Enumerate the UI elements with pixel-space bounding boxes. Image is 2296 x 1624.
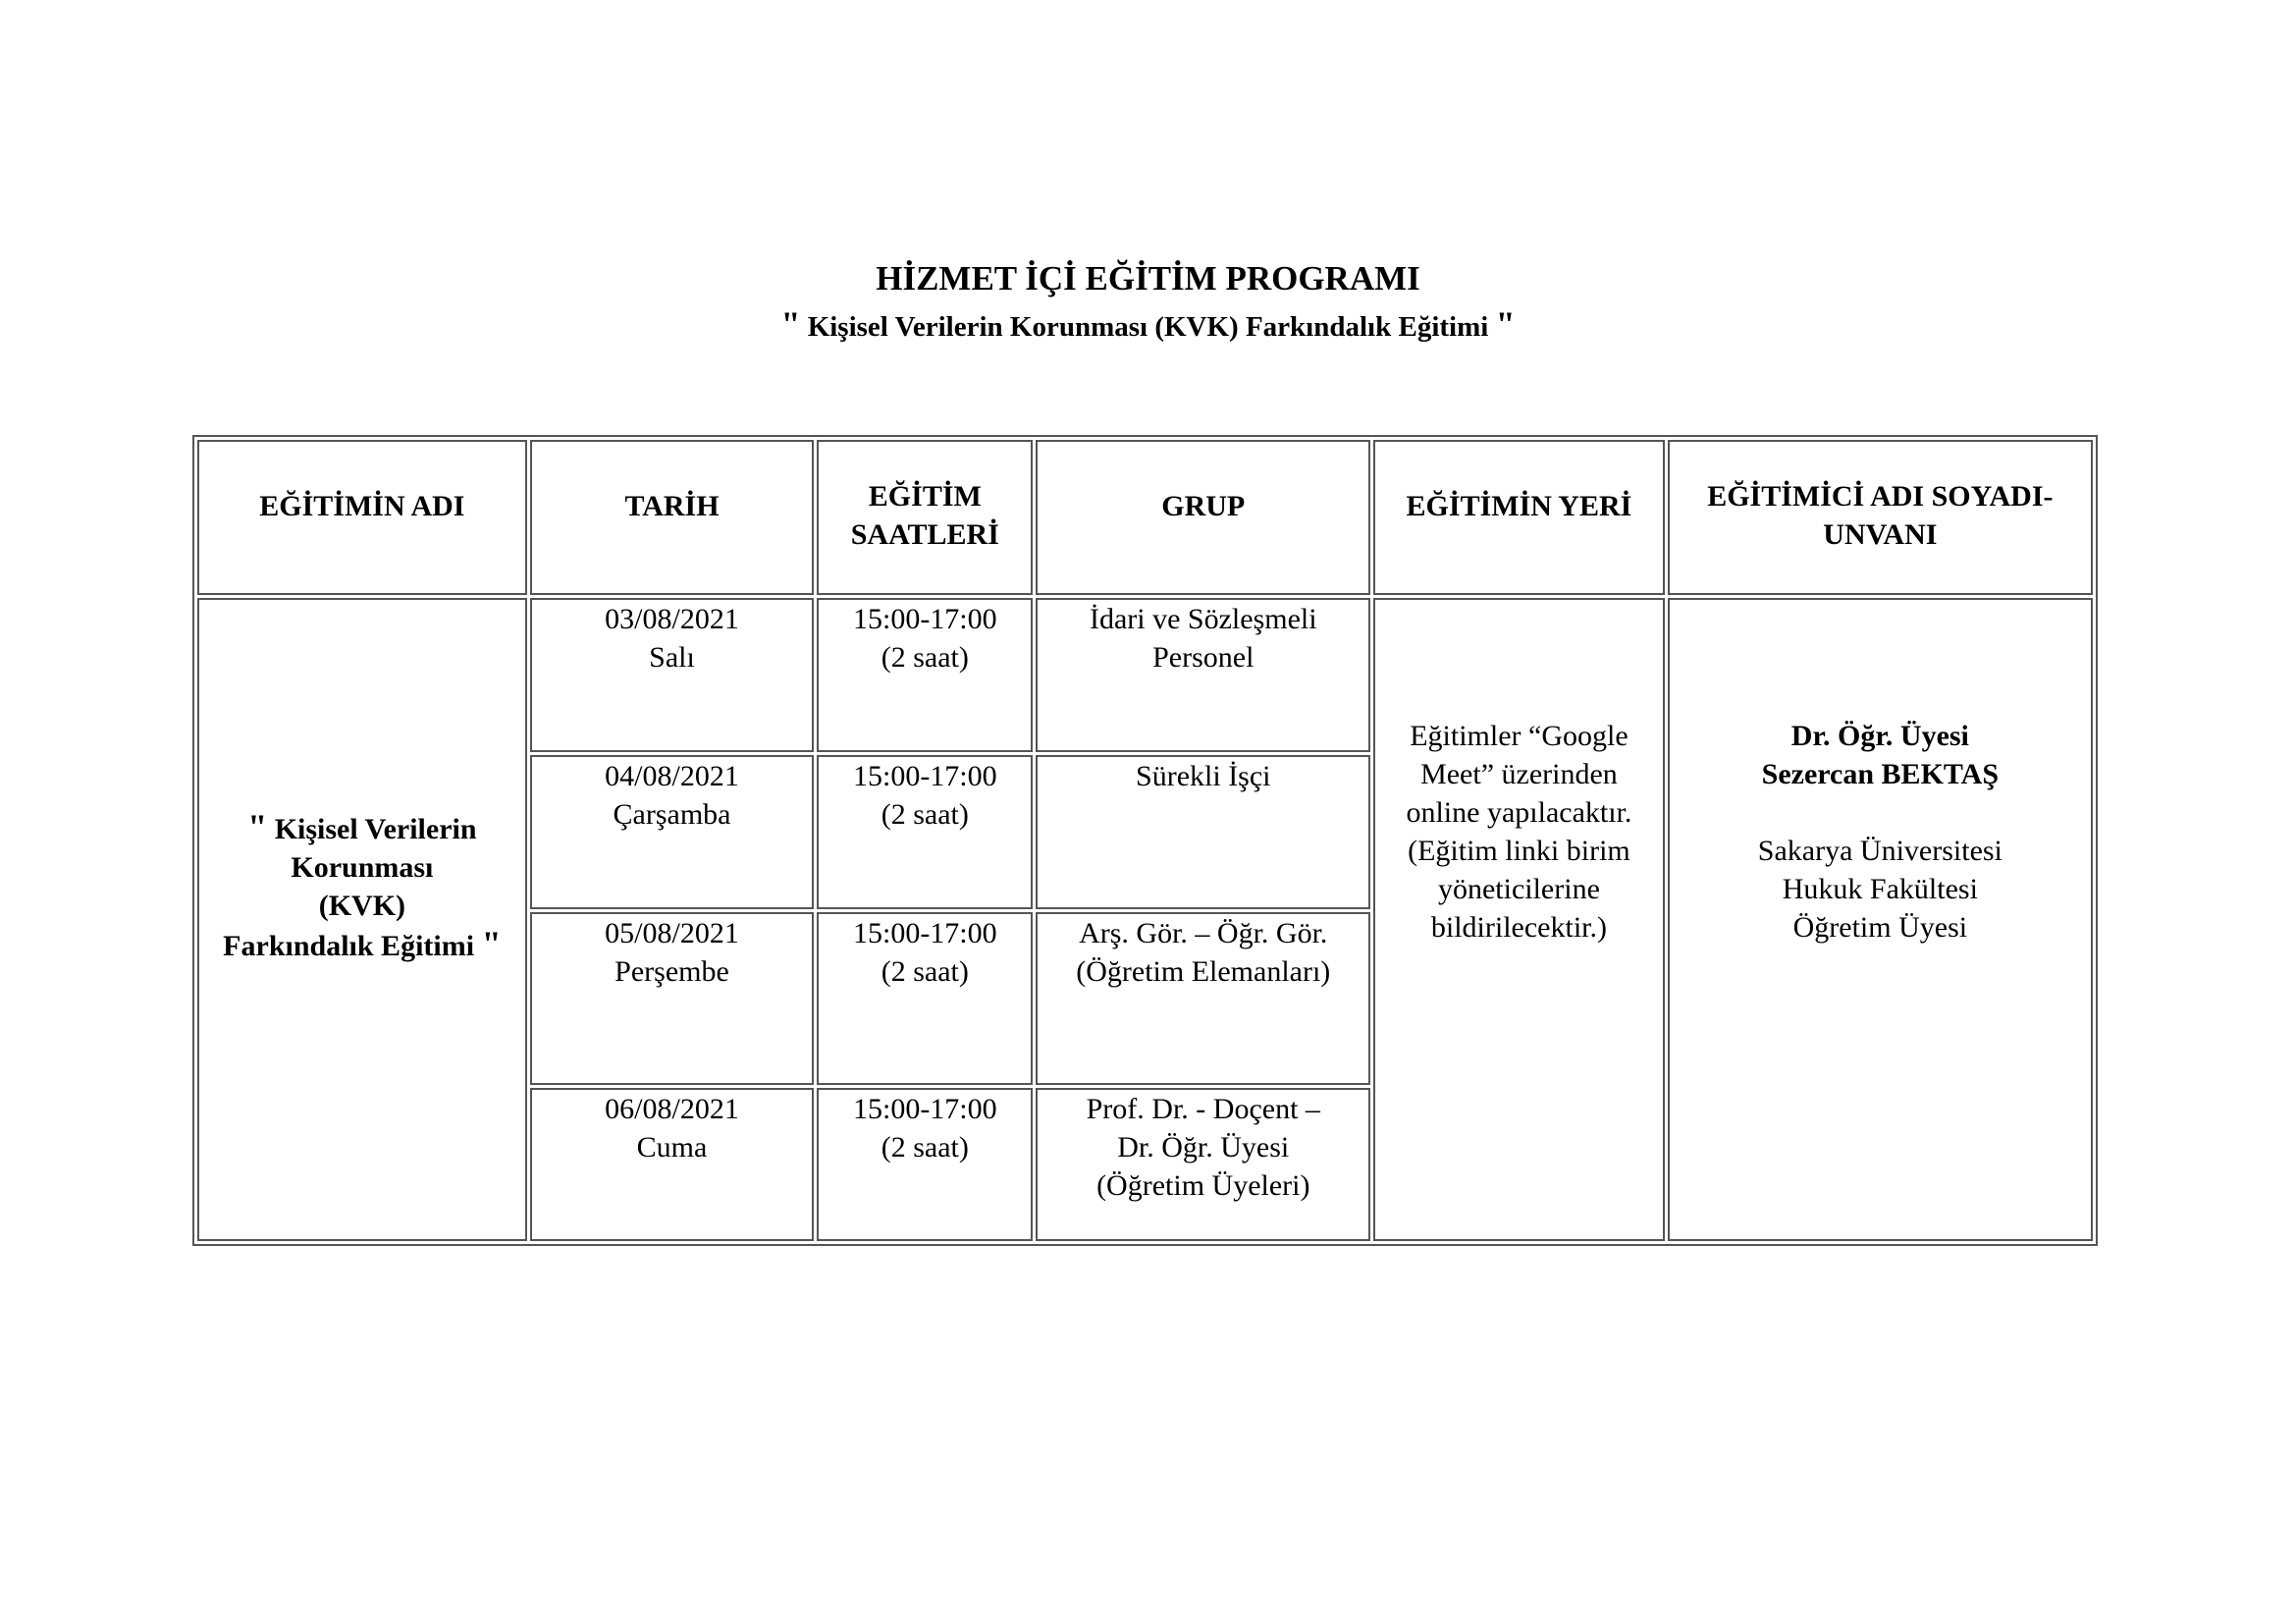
- header-hours-line2: SAATLERİ: [850, 518, 999, 551]
- session-time-cell: [817, 912, 1033, 1085]
- session-duration: (2 saat): [881, 1131, 969, 1164]
- course-name-line1: Kişisel Verilerin: [274, 812, 477, 845]
- header-trainer-line1: EĞİTİMİCİ ADI SOYADI-: [1707, 480, 2054, 513]
- session-duration: (2 saat): [881, 798, 969, 831]
- session-time-cell: [817, 755, 1033, 909]
- place-line1: Eğitimler “Google: [1410, 719, 1629, 752]
- session-group-line1: İdari ve Sözleşmeli: [1089, 603, 1317, 635]
- course-quote-close: ": [481, 923, 502, 963]
- session-date-cell: [530, 1088, 815, 1241]
- header-row: [197, 440, 2093, 595]
- place-line2: Meet” üzerinden: [1420, 757, 1618, 790]
- session-group-line2: Personel: [1152, 641, 1255, 674]
- session-time-cell: [817, 1088, 1033, 1241]
- session-group-line2: Dr. Öğr. Üyesi: [1117, 1131, 1290, 1164]
- session-date: 03/08/2021: [605, 603, 739, 635]
- place-line6: bildirilecektir.): [1430, 910, 1607, 944]
- session-time: 15:00-17:00: [852, 603, 997, 635]
- session-group-cell: [1036, 912, 1370, 1085]
- session-group-cell: [1036, 1088, 1370, 1241]
- session-group-line3: (Öğretim Üyeleri): [1096, 1169, 1310, 1202]
- session-day: Salı: [649, 641, 695, 674]
- training-place-cell: [1373, 598, 1665, 1241]
- session-duration: (2 saat): [881, 641, 969, 674]
- session-date: 06/08/2021: [605, 1093, 739, 1125]
- session-time-cell: [817, 598, 1033, 752]
- trainer-title: Dr. Öğr. Üyesi: [1790, 719, 1969, 752]
- place-line4: (Eğitim linki birim: [1408, 834, 1630, 867]
- document-title: HİZMET İÇİ EĞİTİM PROGRAMI: [876, 259, 1420, 298]
- training-schedule-table: [192, 435, 2098, 1246]
- trainer-institution-line2: Hukuk Fakültesi: [1782, 872, 1978, 905]
- session-group-line1: Prof. Dr. - Doçent –: [1086, 1093, 1320, 1125]
- session-duration: (2 saat): [881, 955, 969, 988]
- table-row: [197, 598, 2093, 752]
- subtitle-quote-open: ": [780, 304, 801, 344]
- session-group-line1: Sürekli İşçi: [1136, 760, 1271, 792]
- header-group: GRUP: [1036, 440, 1370, 595]
- session-date-cell: [530, 598, 815, 752]
- session-group-line1: Arş. Gör. – Öğr. Gör.: [1079, 917, 1328, 949]
- course-name-cell: [197, 598, 527, 1241]
- session-date: 05/08/2021: [605, 917, 739, 949]
- trainer-institution-line1: Sakarya Üniversitesi: [1757, 834, 2002, 867]
- session-time: 15:00-17:00: [852, 1093, 997, 1125]
- subtitle-quote-close: ": [1495, 304, 1516, 344]
- session-time: 15:00-17:00: [852, 917, 997, 949]
- course-name-line3: (KVK): [318, 889, 406, 922]
- place-line3: online yapılacaktır.: [1406, 795, 1632, 829]
- header-hours-line1: EĞİTİM: [868, 480, 982, 513]
- session-day: Cuma: [636, 1131, 708, 1164]
- header-date: TARİH: [530, 440, 815, 595]
- trainer-institution-line3: Öğretim Üyesi: [1792, 910, 1968, 944]
- place-line5: yöneticilerine: [1437, 872, 1600, 905]
- header-trainer-line2: UNVANI: [1823, 518, 1938, 551]
- session-date-cell: [530, 755, 815, 909]
- header-hours: [817, 440, 1033, 595]
- trainer-cell: [1668, 598, 2093, 1241]
- course-name-line2: Korunması: [291, 850, 434, 884]
- session-day: Çarşamba: [613, 798, 731, 831]
- trainer-name: Sezercan BEKTAŞ: [1761, 757, 2000, 790]
- session-day: Perşembe: [614, 955, 729, 988]
- header-course: EĞİTİMİN ADI: [197, 440, 527, 595]
- document-subtitle: [0, 304, 2296, 347]
- session-date-cell: [530, 912, 815, 1085]
- session-time: 15:00-17:00: [852, 760, 997, 792]
- session-group-cell: [1036, 598, 1370, 752]
- session-date: 04/08/2021: [605, 760, 739, 792]
- course-quote-open: ": [247, 806, 268, 846]
- session-group-line2: (Öğretim Elemanları): [1076, 955, 1331, 988]
- header-trainer: [1668, 440, 2093, 595]
- course-name-line4: Farkındalık Eğitimi: [223, 929, 475, 962]
- header-place: EĞİTİMİN YERİ: [1373, 440, 1665, 595]
- subtitle-text: Kişisel Verilerin Korunması (KVK) Farkındalık Eğitimi: [807, 311, 1489, 343]
- session-group-cell: [1036, 755, 1370, 909]
